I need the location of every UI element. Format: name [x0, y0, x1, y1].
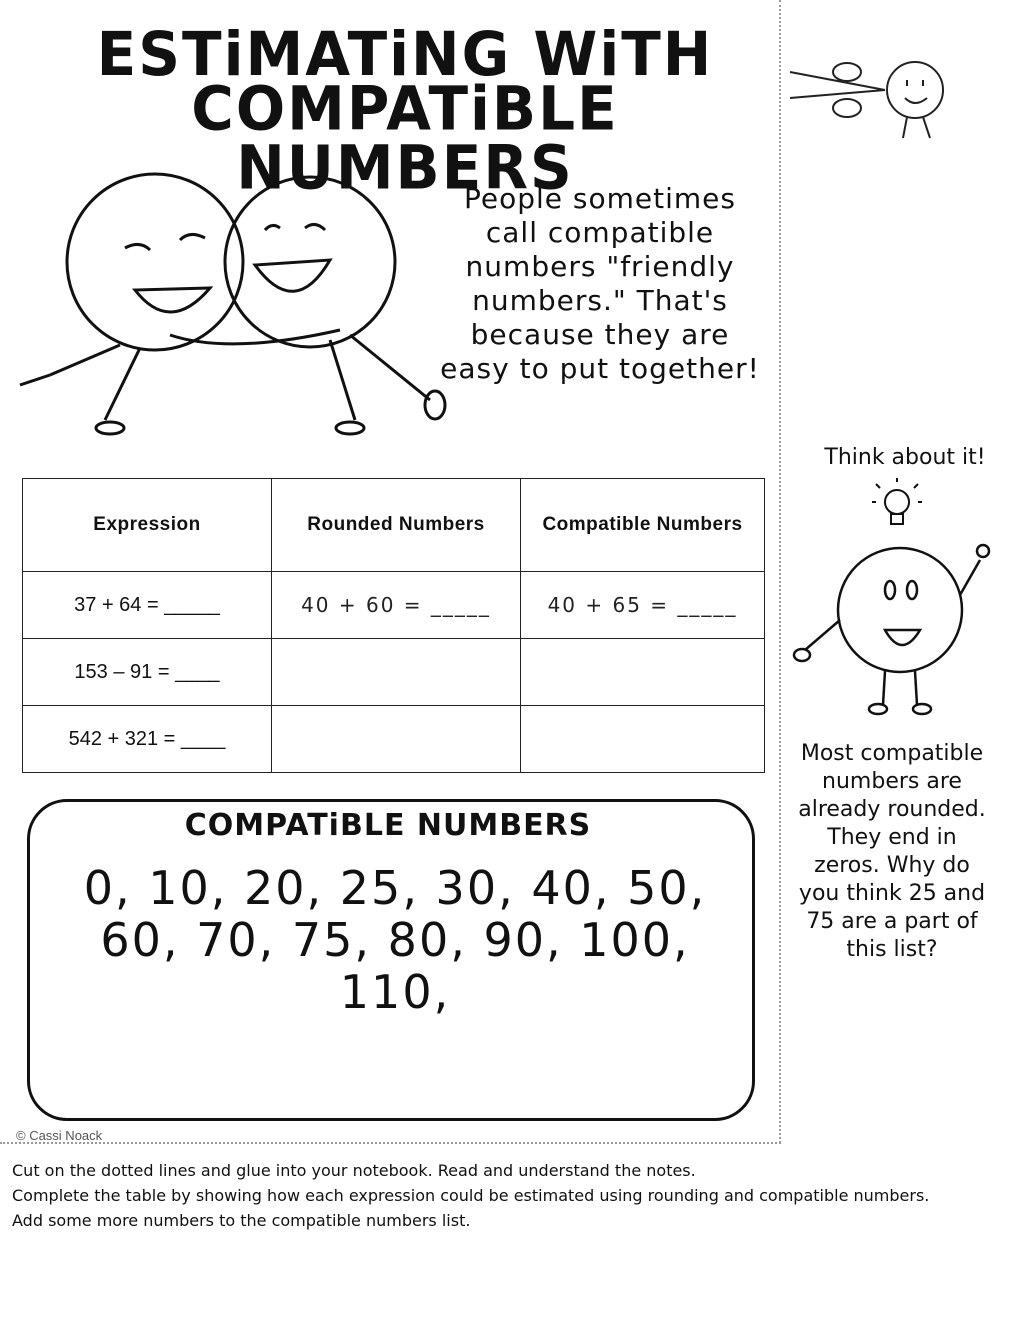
- table-header-row: [23, 479, 765, 572]
- estimation-table: [22, 478, 765, 773]
- friendly-numbers-note: People sometimes call compatible numbers "friendly numbers." That's because they are easy to put together!: [440, 182, 760, 385]
- column-header-compatible: Compatible Numbers: [521, 479, 765, 572]
- rounded-cell[interactable]: [272, 639, 521, 706]
- compatible-numbers-list: [55, 862, 735, 1018]
- compatible-cell[interactable]: [521, 639, 765, 706]
- think-about-it-label: Think about it!: [824, 445, 986, 470]
- table-row: [23, 706, 765, 773]
- compatible-numbers-title: COMPATiBLE NUMBERS: [184, 808, 592, 843]
- lightbulb-icon: [872, 478, 922, 536]
- vertical-cut-line: [779, 0, 781, 1143]
- table-row: [23, 572, 765, 639]
- compatible-cell[interactable]: 40 + 65 = _____: [521, 572, 765, 639]
- page-title-line2: COMPATiBLE NUMBERS: [191, 72, 619, 204]
- expression-cell: 37 + 64 = _____: [23, 572, 272, 639]
- compatible-cell[interactable]: [521, 706, 765, 773]
- side-note: Most compatible numbers are already rounded. They end in zeros. Why do you think 25 and 75 are a part of this list?: [798, 741, 986, 962]
- scissors-icon: [785, 50, 950, 145]
- rounded-cell[interactable]: 40 + 60 = _____: [272, 572, 521, 639]
- thinking-character: [790, 535, 1000, 720]
- instruction-line: Complete the table by showing how each expression could be estimated using rounding and compatible numbers.: [12, 1186, 930, 1205]
- expression-cell: 153 – 91 = ____: [23, 639, 272, 706]
- friendly-numbers-illustration: [10, 170, 455, 440]
- compatible-numbers-line2: 60, 70, 75, 80, 90, 100, 110,: [100, 913, 690, 1019]
- column-header-expression: Expression: [23, 479, 272, 572]
- compatible-numbers-line1: 0, 10, 20, 25, 30, 40, 50,: [83, 861, 707, 915]
- instruction-line: Add some more numbers to the compatible numbers list.: [12, 1211, 471, 1230]
- rounded-cell[interactable]: [272, 706, 521, 773]
- instruction-line: Cut on the dotted lines and glue into your notebook. Read and understand the notes.: [12, 1161, 696, 1180]
- horizontal-cut-line: [0, 1142, 781, 1144]
- column-header-rounded: Rounded Numbers: [272, 479, 521, 572]
- expression-cell: 542 + 321 = ____: [23, 706, 272, 773]
- table-row: [23, 639, 765, 706]
- copyright: © Cassi Noack: [16, 1128, 103, 1143]
- page-title-line1: ESTiMATiNG WiTH: [96, 18, 714, 90]
- instructions: [12, 1158, 929, 1233]
